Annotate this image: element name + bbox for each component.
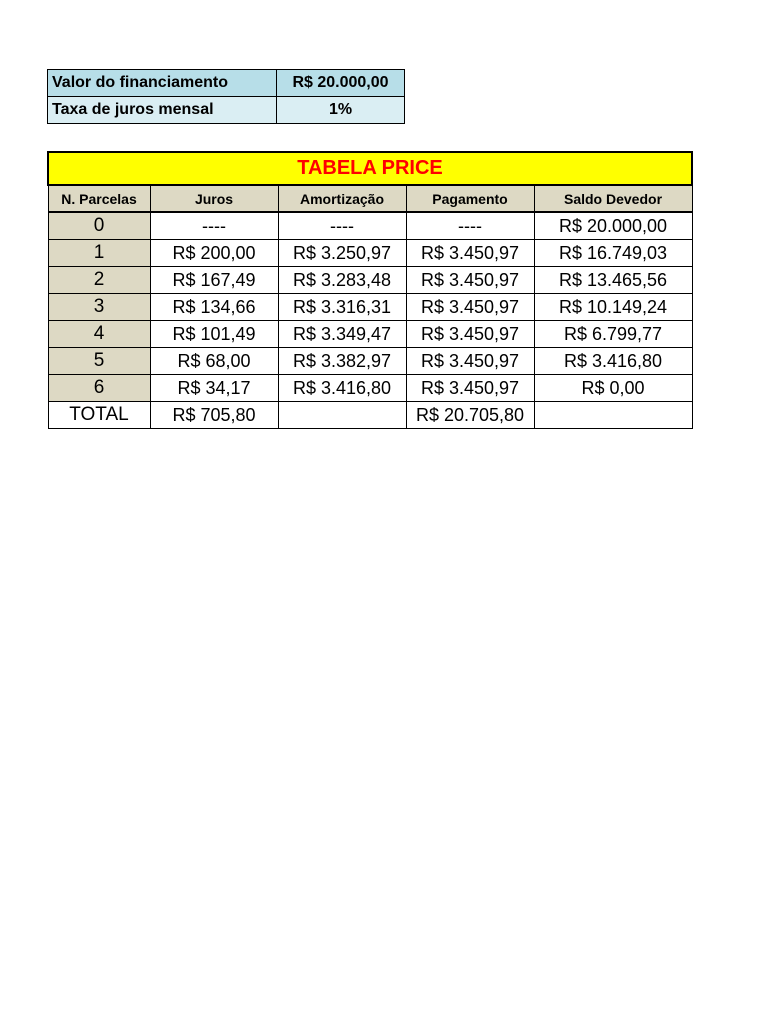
summary-value: 1% [277, 97, 405, 124]
table-row [48, 375, 692, 402]
installment-number: 5 [48, 348, 150, 375]
table-row [48, 294, 692, 321]
table-row [48, 240, 692, 267]
interest-cell: R$ 200,00 [150, 240, 278, 267]
payment-cell: ---- [406, 212, 534, 240]
total-label: TOTAL [48, 402, 150, 429]
interest-cell: R$ 101,49 [150, 321, 278, 348]
payment-cell: R$ 3.450,97 [406, 240, 534, 267]
table-row [48, 267, 692, 294]
table-header-row [48, 185, 692, 212]
amortization-cell: R$ 3.416,80 [278, 375, 406, 402]
installment-number: 3 [48, 294, 150, 321]
interest-cell: R$ 134,66 [150, 294, 278, 321]
installment-number: 6 [48, 375, 150, 402]
installment-number: 1 [48, 240, 150, 267]
summary-value: R$ 20.000,00 [277, 70, 405, 97]
balance-cell: R$ 10.149,24 [534, 294, 692, 321]
interest-cell: R$ 68,00 [150, 348, 278, 375]
balance-cell: R$ 16.749,03 [534, 240, 692, 267]
balance-cell: R$ 3.416,80 [534, 348, 692, 375]
balance-cell: R$ 13.465,56 [534, 267, 692, 294]
interest-cell: R$ 34,17 [150, 375, 278, 402]
installment-number: 2 [48, 267, 150, 294]
column-header: N. Parcelas [48, 185, 150, 212]
total-balance [534, 402, 692, 429]
amortization-cell: R$ 3.349,47 [278, 321, 406, 348]
interest-cell: ---- [150, 212, 278, 240]
amortization-cell: R$ 3.316,31 [278, 294, 406, 321]
payment-cell: R$ 3.450,97 [406, 267, 534, 294]
price-amortization-table [47, 151, 693, 429]
column-header: Pagamento [406, 185, 534, 212]
loan-summary-table [47, 69, 405, 124]
table-title: TABELA PRICE [48, 152, 692, 185]
summary-row-interest-rate [48, 97, 405, 124]
interest-cell: R$ 167,49 [150, 267, 278, 294]
payment-cell: R$ 3.450,97 [406, 321, 534, 348]
installment-number: 0 [48, 212, 150, 240]
amortization-cell: R$ 3.283,48 [278, 267, 406, 294]
summary-label: Valor do financiamento [48, 70, 277, 97]
table-row [48, 348, 692, 375]
balance-cell: R$ 20.000,00 [534, 212, 692, 240]
total-amortization [278, 402, 406, 429]
payment-cell: R$ 3.450,97 [406, 348, 534, 375]
column-header: Juros [150, 185, 278, 212]
summary-row-principal [48, 70, 405, 97]
table-row [48, 212, 692, 240]
total-interest: R$ 705,80 [150, 402, 278, 429]
balance-cell: R$ 0,00 [534, 375, 692, 402]
installment-number: 4 [48, 321, 150, 348]
column-header: Saldo Devedor [534, 185, 692, 212]
column-header: Amortização [278, 185, 406, 212]
table-title-row [48, 152, 692, 185]
total-row [48, 402, 692, 429]
balance-cell: R$ 6.799,77 [534, 321, 692, 348]
total-payment: R$ 20.705,80 [406, 402, 534, 429]
payment-cell: R$ 3.450,97 [406, 294, 534, 321]
amortization-cell: ---- [278, 212, 406, 240]
payment-cell: R$ 3.450,97 [406, 375, 534, 402]
amortization-cell: R$ 3.382,97 [278, 348, 406, 375]
amortization-cell: R$ 3.250,97 [278, 240, 406, 267]
table-row [48, 321, 692, 348]
summary-label: Taxa de juros mensal [48, 97, 277, 124]
